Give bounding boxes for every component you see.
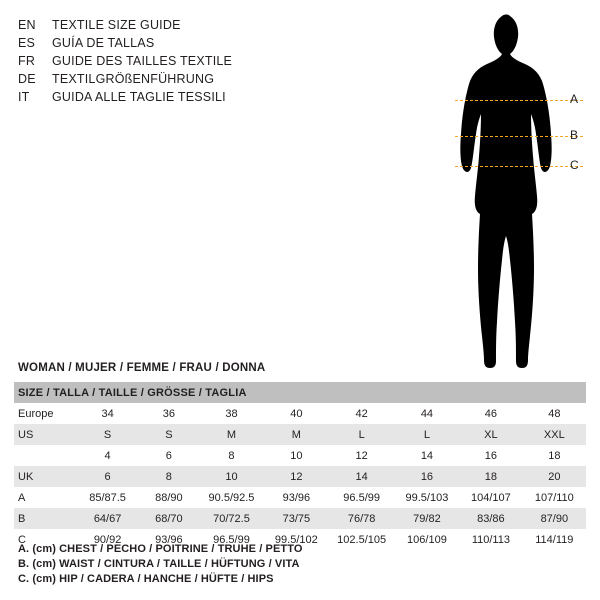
language-code: EN bbox=[18, 18, 36, 32]
cell: 107/110 bbox=[523, 487, 586, 508]
size-table bbox=[14, 382, 586, 550]
cell: 10 bbox=[199, 466, 264, 487]
cell: 14 bbox=[329, 466, 395, 487]
cell: 93/96 bbox=[264, 487, 328, 508]
body-silhouette-icon bbox=[430, 6, 600, 376]
table-row bbox=[14, 424, 586, 445]
table-header-row bbox=[14, 382, 586, 403]
row-label: US bbox=[14, 424, 76, 445]
cell: 16 bbox=[459, 445, 523, 466]
cell: 90/92 bbox=[76, 529, 139, 550]
cell: 8 bbox=[199, 445, 264, 466]
cell: 68/70 bbox=[139, 508, 199, 529]
language-code: FR bbox=[18, 54, 36, 68]
cell: 85/87.5 bbox=[76, 487, 139, 508]
language-code: ES bbox=[18, 36, 36, 50]
cell: M bbox=[264, 424, 328, 445]
language-title-list bbox=[18, 16, 318, 106]
cell: 70/72.5 bbox=[199, 508, 264, 529]
measure-line-a bbox=[455, 100, 583, 101]
cell: S bbox=[139, 424, 199, 445]
table-row bbox=[14, 508, 586, 529]
language-row bbox=[18, 52, 318, 70]
female-silhouette-figure bbox=[430, 6, 600, 376]
row-label: B bbox=[14, 508, 76, 529]
table-row bbox=[14, 466, 586, 487]
cell: 12 bbox=[264, 466, 328, 487]
language-row bbox=[18, 34, 318, 52]
cell: 83/86 bbox=[459, 508, 523, 529]
language-row bbox=[18, 16, 318, 34]
cell: 73/75 bbox=[264, 508, 328, 529]
row-label: C bbox=[14, 529, 76, 550]
measure-label-b: B bbox=[570, 128, 579, 142]
cell: 79/82 bbox=[395, 508, 459, 529]
cell: 44 bbox=[395, 403, 459, 424]
cell: 6 bbox=[76, 466, 139, 487]
cell: 88/90 bbox=[139, 487, 199, 508]
cell: 6 bbox=[139, 445, 199, 466]
cell: 46 bbox=[459, 403, 523, 424]
note-b: B. (cm) WAIST / CINTURA / TAILLE / HÜFTUNG / VITA bbox=[18, 558, 300, 570]
cell: 14 bbox=[395, 445, 459, 466]
note-a: A. (cm) CHEST / PECHO / POITRINE / TRUHE / PETTO bbox=[18, 543, 303, 555]
cell: 104/107 bbox=[459, 487, 523, 508]
language-row bbox=[18, 70, 318, 88]
cell: 114/119 bbox=[523, 529, 586, 550]
cell: XL bbox=[459, 424, 523, 445]
row-label: A bbox=[14, 487, 76, 508]
cell: M bbox=[199, 424, 264, 445]
cell: 12 bbox=[329, 445, 395, 466]
cell: 40 bbox=[264, 403, 328, 424]
cell: 99.5/103 bbox=[395, 487, 459, 508]
measure-line-c bbox=[455, 166, 583, 167]
language-title: GUIDE DES TAILLES TEXTILE bbox=[52, 54, 233, 68]
cell: 8 bbox=[139, 466, 199, 487]
cell: 96.5/99 bbox=[329, 487, 395, 508]
row-label: Europe bbox=[14, 403, 76, 424]
table-row bbox=[14, 445, 586, 466]
cell: 4 bbox=[76, 445, 139, 466]
note-c: C. (cm) HIP / CADERA / HANCHE / HÜFTE / HIPS bbox=[18, 573, 274, 585]
table-row bbox=[14, 487, 586, 508]
language-title: TEXTILE SIZE GUIDE bbox=[52, 18, 181, 32]
table-header-label: SIZE / TALLA / TAILLE / GRÖSSE / TAGLIA bbox=[14, 382, 586, 403]
language-row bbox=[18, 88, 318, 106]
cell: 110/113 bbox=[459, 529, 523, 550]
cell: 96.5/99 bbox=[199, 529, 264, 550]
row-label: UK bbox=[14, 466, 76, 487]
measurement-notes bbox=[18, 542, 303, 587]
cell: L bbox=[329, 424, 395, 445]
table-caption: WOMAN / MUJER / FEMME / FRAU / DONNA bbox=[18, 362, 266, 374]
measure-label-a: A bbox=[570, 92, 579, 106]
measure-label-c: C bbox=[570, 158, 579, 172]
cell: 90.5/92.5 bbox=[199, 487, 264, 508]
cell: 20 bbox=[523, 466, 586, 487]
cell: 42 bbox=[329, 403, 395, 424]
cell: 48 bbox=[523, 403, 586, 424]
language-code: IT bbox=[18, 90, 30, 104]
cell: 99.5/102 bbox=[264, 529, 328, 550]
cell: 38 bbox=[199, 403, 264, 424]
language-title: GUÍA DE TALLAS bbox=[52, 36, 155, 50]
table-row bbox=[14, 403, 586, 424]
cell: 93/96 bbox=[139, 529, 199, 550]
cell: 106/109 bbox=[395, 529, 459, 550]
measure-line-b bbox=[455, 136, 583, 137]
cell: 34 bbox=[76, 403, 139, 424]
cell: 36 bbox=[139, 403, 199, 424]
row-label bbox=[14, 445, 76, 466]
cell: 10 bbox=[264, 445, 328, 466]
cell: L bbox=[395, 424, 459, 445]
cell: 76/78 bbox=[329, 508, 395, 529]
language-code: DE bbox=[18, 72, 36, 86]
language-title: GUIDA ALLE TAGLIE TESSILI bbox=[52, 90, 226, 104]
language-title: TEXTILGRÖßENFÜHRUNG bbox=[52, 72, 215, 86]
cell: 102.5/105 bbox=[329, 529, 395, 550]
cell: S bbox=[76, 424, 139, 445]
cell: 87/90 bbox=[523, 508, 586, 529]
cell: 16 bbox=[395, 466, 459, 487]
cell: 18 bbox=[459, 466, 523, 487]
cell: XXL bbox=[523, 424, 586, 445]
cell: 18 bbox=[523, 445, 586, 466]
cell: 64/67 bbox=[76, 508, 139, 529]
